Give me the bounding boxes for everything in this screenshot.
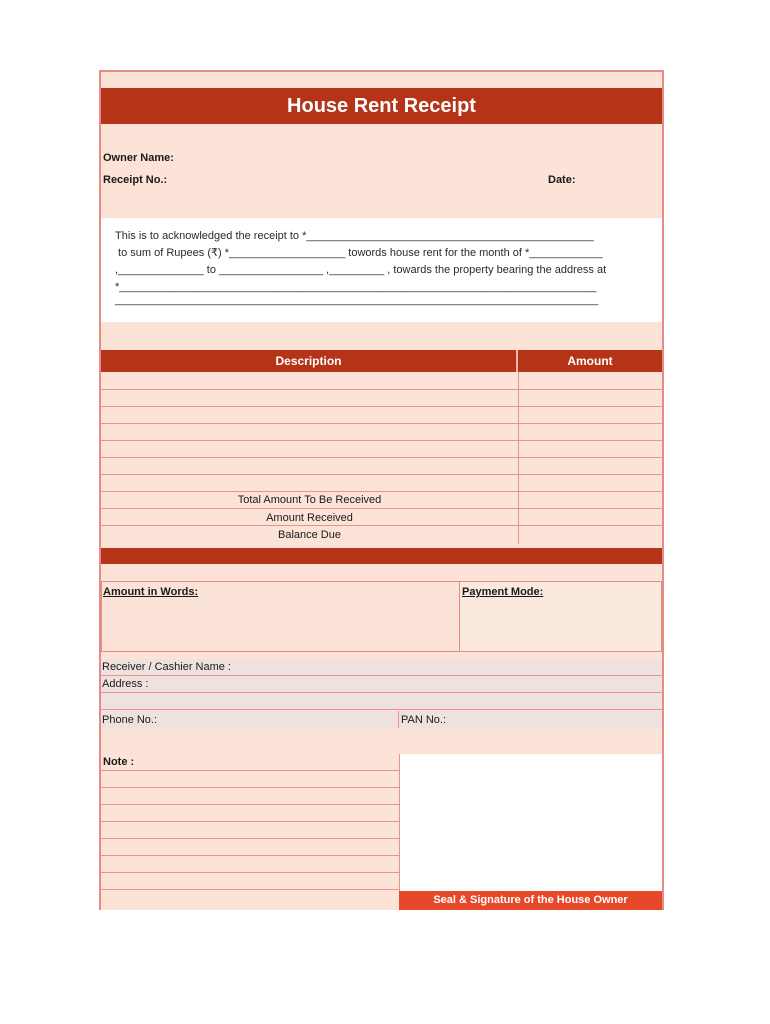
ack-line-4: *______________________________________________________________________________ [115, 281, 597, 293]
table-row [101, 407, 662, 424]
note-row [101, 771, 399, 788]
note-row [101, 788, 399, 805]
date-label: Date: [548, 174, 576, 186]
owner-info-section [101, 138, 662, 202]
address-row [101, 676, 662, 693]
ack-line-3: ,______________ to _________________ ,_________ , towards the property bearing the address at [115, 264, 607, 276]
ack-line-2: to sum of Rupees (₹) *___________________ towords house rent for the month of *____________ [115, 247, 603, 259]
payment-mode-label: Payment Mode: [462, 586, 544, 598]
note-row [101, 822, 399, 839]
note-row [101, 839, 399, 856]
amount-received-label: Amount Received [101, 509, 518, 526]
phone-label: Phone No.: [102, 714, 158, 726]
signature-area [399, 754, 662, 891]
ack-line-1: This is to acknowledged the receipt to *_______________________________________________ [115, 230, 594, 242]
table-row [101, 390, 662, 407]
description-header: Description [101, 350, 518, 372]
table-row [101, 424, 662, 441]
section-separator [101, 548, 662, 564]
note-row [101, 805, 399, 822]
owner-name-label: Owner Name: [103, 152, 174, 164]
table-row [101, 475, 662, 492]
note-row [101, 873, 399, 890]
amount-in-words-box [101, 581, 460, 652]
amount-received-cell [518, 509, 662, 526]
balance-due-label: Balance Due [278, 529, 341, 541]
receiver-label: Receiver / Cashier Name : [102, 661, 231, 673]
table-body [101, 372, 662, 548]
receiver-row [101, 659, 662, 676]
seal-signature-label: Seal & Signature of the House Owner [399, 891, 662, 910]
pan-label: PAN No.: [401, 714, 447, 726]
amount-header: Amount [518, 350, 662, 372]
receipt-no-label: Receipt No.: [103, 174, 168, 186]
note-label: Note : [103, 756, 135, 768]
total-amount-cell [518, 492, 662, 509]
receipt-title: House Rent Receipt [101, 88, 662, 124]
note-row [101, 856, 399, 873]
table-row [101, 372, 662, 390]
address-label: Address : [102, 678, 149, 690]
pan-row [399, 711, 662, 728]
total-amount-label: Total Amount To Be Received [101, 492, 518, 509]
table-row [101, 458, 662, 475]
column-divider [518, 372, 519, 544]
phone-row [101, 711, 399, 728]
ack-line-5: _______________________________________________________________________________ [115, 294, 599, 306]
payment-mode-box [459, 581, 662, 652]
address-row-2 [101, 693, 662, 710]
amount-in-words-label: Amount in Words: [103, 586, 199, 598]
table-row [101, 441, 662, 458]
receipt-sheet [99, 70, 664, 910]
note-section [101, 754, 399, 910]
acknowledgement-section [101, 218, 662, 322]
note-row [101, 754, 399, 771]
